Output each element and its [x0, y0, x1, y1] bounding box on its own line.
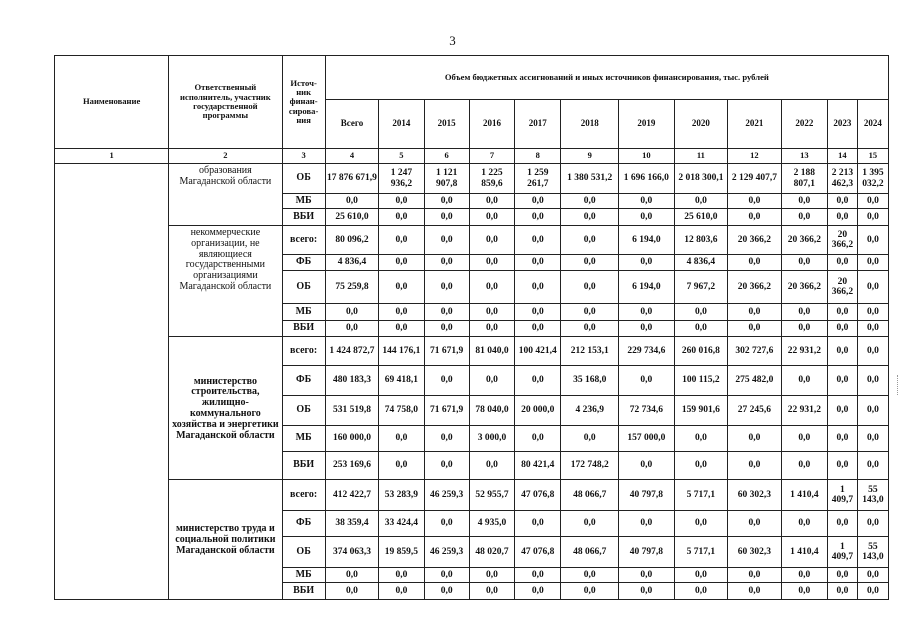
year-value-cell: 55 143,0 — [857, 537, 888, 568]
year-value-cell: 0,0 — [379, 304, 424, 321]
year-value-cell: 40 797,8 — [619, 537, 675, 568]
year-value-cell: 0,0 — [781, 583, 827, 600]
year-value-cell: 0,0 — [827, 583, 857, 600]
year-value-cell: 0,0 — [379, 226, 424, 255]
total-value-cell: 0,0 — [325, 304, 379, 321]
year-value-cell: 0,0 — [857, 209, 888, 226]
year-value-cell: 144 176,1 — [379, 337, 424, 366]
year-value-cell: 35 168,0 — [561, 366, 619, 396]
source-cell: ОБ — [282, 537, 325, 568]
year-value-cell: 1 225 859,6 — [469, 164, 514, 194]
year-value-cell: 0,0 — [515, 583, 561, 600]
year-value-cell: 0,0 — [515, 426, 561, 452]
header-year: 2021 — [728, 100, 782, 149]
year-value-cell: 0,0 — [674, 511, 728, 537]
year-value-cell: 0,0 — [469, 568, 514, 583]
source-cell: ФБ — [282, 255, 325, 271]
year-value-cell: 6 194,0 — [619, 271, 675, 304]
column-number: 10 — [619, 149, 675, 164]
year-value-cell: 80 421,4 — [515, 452, 561, 480]
total-value-cell: 0,0 — [325, 568, 379, 583]
year-value-cell: 0,0 — [469, 452, 514, 480]
year-value-cell: 0,0 — [469, 304, 514, 321]
year-value-cell: 0,0 — [515, 226, 561, 255]
year-value-cell: 4 935,0 — [469, 511, 514, 537]
year-value-cell: 46 259,3 — [424, 537, 469, 568]
year-value-cell: 0,0 — [515, 568, 561, 583]
year-value-cell: 0,0 — [424, 568, 469, 583]
year-value-cell: 0,0 — [781, 426, 827, 452]
year-value-cell: 1 410,4 — [781, 537, 827, 568]
year-value-cell: 19 859,5 — [379, 537, 424, 568]
total-value-cell: 531 519,8 — [325, 396, 379, 426]
total-value-cell: 480 183,3 — [325, 366, 379, 396]
year-value-cell: 47 076,8 — [515, 537, 561, 568]
year-value-cell: 48 066,7 — [561, 480, 619, 511]
year-value-cell: 0,0 — [674, 194, 728, 209]
year-value-cell: 53 283,9 — [379, 480, 424, 511]
year-value-cell: 0,0 — [857, 271, 888, 304]
year-value-cell: 20 366,2 — [781, 226, 827, 255]
year-value-cell: 0,0 — [728, 321, 782, 337]
year-value-cell: 0,0 — [515, 255, 561, 271]
year-value-cell: 0,0 — [728, 255, 782, 271]
table-row — [55, 226, 889, 255]
year-value-cell: 0,0 — [515, 304, 561, 321]
column-number: 13 — [781, 149, 827, 164]
column-number: 6 — [424, 149, 469, 164]
table-row — [55, 337, 889, 366]
year-value-cell: 260 016,8 — [674, 337, 728, 366]
year-value-cell: 0,0 — [619, 209, 675, 226]
year-value-cell: 0,0 — [728, 209, 782, 226]
year-value-cell: 0,0 — [424, 583, 469, 600]
year-value-cell: 0,0 — [827, 255, 857, 271]
year-value-cell: 40 797,8 — [619, 480, 675, 511]
year-value-cell: 0,0 — [674, 568, 728, 583]
year-value-cell: 0,0 — [469, 194, 514, 209]
total-value-cell: 374 063,3 — [325, 537, 379, 568]
year-value-cell: 159 901,6 — [674, 396, 728, 426]
total-value-cell: 0,0 — [325, 194, 379, 209]
year-value-cell: 0,0 — [827, 568, 857, 583]
year-value-cell: 0,0 — [728, 511, 782, 537]
year-value-cell: 0,0 — [674, 583, 728, 600]
year-value-cell: 0,0 — [619, 511, 675, 537]
year-value-cell: 0,0 — [469, 583, 514, 600]
year-value-cell: 0,0 — [781, 255, 827, 271]
year-value-cell: 0,0 — [619, 255, 675, 271]
year-value-cell: 0,0 — [515, 321, 561, 337]
year-value-cell: 33 424,4 — [379, 511, 424, 537]
name-cell — [55, 164, 169, 600]
year-value-cell: 0,0 — [827, 321, 857, 337]
year-value-cell: 4 236,9 — [561, 396, 619, 426]
responsible-cell: образования Магаданской области — [169, 164, 282, 226]
source-cell: ОБ — [282, 164, 325, 194]
year-value-cell: 0,0 — [619, 321, 675, 337]
column-number: 4 — [325, 149, 379, 164]
column-number: 12 — [728, 149, 782, 164]
year-value-cell: 172 748,2 — [561, 452, 619, 480]
year-value-cell: 0,0 — [379, 583, 424, 600]
scan-artifact — [897, 375, 900, 395]
year-value-cell: 3 000,0 — [469, 426, 514, 452]
year-value-cell: 20 366,2 — [827, 271, 857, 304]
year-value-cell: 0,0 — [781, 511, 827, 537]
total-value-cell: 253 169,6 — [325, 452, 379, 480]
column-number: 7 — [469, 149, 514, 164]
year-value-cell: 0,0 — [857, 366, 888, 396]
year-value-cell: 47 076,8 — [515, 480, 561, 511]
year-value-cell: 0,0 — [561, 255, 619, 271]
year-value-cell: 20 366,2 — [827, 226, 857, 255]
year-value-cell: 275 482,0 — [728, 366, 782, 396]
source-cell: МБ — [282, 304, 325, 321]
year-value-cell: 212 153,1 — [561, 337, 619, 366]
year-value-cell: 0,0 — [857, 396, 888, 426]
year-value-cell: 0,0 — [857, 583, 888, 600]
year-value-cell: 0,0 — [561, 426, 619, 452]
year-value-cell: 0,0 — [515, 209, 561, 226]
year-value-cell: 0,0 — [424, 255, 469, 271]
column-number: 8 — [515, 149, 561, 164]
year-value-cell: 100 421,4 — [515, 337, 561, 366]
header-year: 2017 — [515, 100, 561, 149]
year-value-cell: 0,0 — [827, 366, 857, 396]
year-value-cell: 0,0 — [379, 271, 424, 304]
year-value-cell: 0,0 — [424, 321, 469, 337]
header-year: 2014 — [379, 100, 424, 149]
year-value-cell: 1 410,4 — [781, 480, 827, 511]
year-value-cell: 0,0 — [827, 396, 857, 426]
header-financing-group: Объем бюджетных ассигнований и иных источников финансирования, тыс. рублей — [325, 56, 888, 100]
year-value-cell: 0,0 — [379, 209, 424, 226]
year-value-cell: 20 000,0 — [515, 396, 561, 426]
column-number: 15 — [857, 149, 888, 164]
year-value-cell: 157 000,0 — [619, 426, 675, 452]
year-value-cell: 0,0 — [469, 226, 514, 255]
year-value-cell: 0,0 — [781, 452, 827, 480]
year-value-cell: 52 955,7 — [469, 480, 514, 511]
year-value-cell: 0,0 — [561, 511, 619, 537]
year-value-cell: 0,0 — [561, 226, 619, 255]
year-value-cell: 81 040,0 — [469, 337, 514, 366]
year-value-cell: 0,0 — [827, 426, 857, 452]
source-cell: всего: — [282, 480, 325, 511]
header-year: 2023 — [827, 100, 857, 149]
year-value-cell: 0,0 — [674, 304, 728, 321]
year-value-cell: 0,0 — [469, 271, 514, 304]
year-value-cell: 0,0 — [424, 304, 469, 321]
year-value-cell: 48 020,7 — [469, 537, 514, 568]
year-value-cell: 6 194,0 — [619, 226, 675, 255]
year-value-cell: 0,0 — [857, 568, 888, 583]
source-cell: всего: — [282, 337, 325, 366]
year-value-cell: 48 066,7 — [561, 537, 619, 568]
total-value-cell: 0,0 — [325, 583, 379, 600]
total-value-cell: 0,0 — [325, 321, 379, 337]
year-value-cell: 71 671,9 — [424, 337, 469, 366]
year-value-cell: 0,0 — [469, 366, 514, 396]
year-value-cell: 0,0 — [424, 366, 469, 396]
total-value-cell: 25 610,0 — [325, 209, 379, 226]
year-value-cell: 0,0 — [469, 255, 514, 271]
year-value-cell: 2 129 407,7 — [728, 164, 782, 194]
year-value-cell: 0,0 — [424, 194, 469, 209]
total-value-cell: 1 424 872,7 — [325, 337, 379, 366]
year-value-cell: 0,0 — [561, 568, 619, 583]
year-value-cell: 0,0 — [561, 583, 619, 600]
year-value-cell: 0,0 — [469, 321, 514, 337]
year-value-cell: 0,0 — [424, 511, 469, 537]
column-number: 14 — [827, 149, 857, 164]
year-value-cell: 71 671,9 — [424, 396, 469, 426]
year-value-cell: 0,0 — [379, 568, 424, 583]
year-value-cell: 0,0 — [619, 568, 675, 583]
year-value-cell: 7 967,2 — [674, 271, 728, 304]
year-value-cell: 0,0 — [424, 226, 469, 255]
year-value-cell: 0,0 — [827, 337, 857, 366]
year-value-cell: 0,0 — [561, 321, 619, 337]
year-value-cell: 0,0 — [728, 568, 782, 583]
year-value-cell: 0,0 — [827, 452, 857, 480]
total-value-cell: 412 422,7 — [325, 480, 379, 511]
year-value-cell: 0,0 — [728, 194, 782, 209]
year-value-cell: 0,0 — [857, 226, 888, 255]
year-value-cell: 229 734,6 — [619, 337, 675, 366]
year-value-cell: 0,0 — [827, 209, 857, 226]
year-value-cell: 20 366,2 — [781, 271, 827, 304]
year-value-cell: 4 836,4 — [674, 255, 728, 271]
year-value-cell: 0,0 — [857, 321, 888, 337]
header-name: Наименование — [55, 56, 169, 149]
year-value-cell: 2 213 462,3 — [827, 164, 857, 194]
total-value-cell: 4 836,4 — [325, 255, 379, 271]
year-value-cell: 0,0 — [424, 209, 469, 226]
header-year: 2016 — [469, 100, 514, 149]
year-value-cell: 0,0 — [674, 426, 728, 452]
year-value-cell: 27 245,6 — [728, 396, 782, 426]
source-cell: ОБ — [282, 396, 325, 426]
header-year: 2015 — [424, 100, 469, 149]
column-number: 9 — [561, 149, 619, 164]
year-value-cell: 25 610,0 — [674, 209, 728, 226]
header-total: Всего — [325, 100, 379, 149]
year-value-cell: 1 259 261,7 — [515, 164, 561, 194]
source-cell: ВБИ — [282, 321, 325, 337]
year-value-cell: 0,0 — [781, 321, 827, 337]
table-row — [55, 480, 889, 511]
year-value-cell: 100 115,2 — [674, 366, 728, 396]
year-value-cell: 0,0 — [424, 452, 469, 480]
year-value-cell: 0,0 — [619, 304, 675, 321]
year-value-cell: 0,0 — [379, 255, 424, 271]
source-cell: МБ — [282, 426, 325, 452]
budget-table — [54, 55, 889, 600]
year-value-cell: 0,0 — [781, 568, 827, 583]
year-value-cell: 0,0 — [781, 366, 827, 396]
year-value-cell: 0,0 — [561, 271, 619, 304]
year-value-cell: 0,0 — [674, 452, 728, 480]
year-value-cell: 0,0 — [857, 511, 888, 537]
year-value-cell: 0,0 — [857, 452, 888, 480]
year-value-cell: 0,0 — [469, 209, 514, 226]
year-value-cell: 20 366,2 — [728, 226, 782, 255]
year-value-cell: 0,0 — [857, 304, 888, 321]
column-number: 3 — [282, 149, 325, 164]
year-value-cell: 78 040,0 — [469, 396, 514, 426]
year-value-cell: 0,0 — [619, 366, 675, 396]
year-value-cell: 0,0 — [827, 194, 857, 209]
year-value-cell: 0,0 — [561, 194, 619, 209]
header-responsible: Ответственный исполнитель, участник государственной программы — [169, 56, 282, 149]
year-value-cell: 1 395 032,2 — [857, 164, 888, 194]
year-value-cell: 0,0 — [857, 255, 888, 271]
total-value-cell: 80 096,2 — [325, 226, 379, 255]
year-value-cell: 0,0 — [827, 511, 857, 537]
year-value-cell: 69 418,1 — [379, 366, 424, 396]
column-number: 5 — [379, 149, 424, 164]
total-value-cell: 160 000,0 — [325, 426, 379, 452]
table-row — [55, 164, 889, 194]
year-value-cell: 0,0 — [728, 452, 782, 480]
column-number: 11 — [674, 149, 728, 164]
year-value-cell: 0,0 — [827, 304, 857, 321]
year-value-cell: 0,0 — [619, 583, 675, 600]
year-value-cell: 1 409,7 — [827, 480, 857, 511]
source-cell: ОБ — [282, 271, 325, 304]
year-value-cell: 0,0 — [515, 366, 561, 396]
header-source: Источ-ник финан-сирова-ния — [282, 56, 325, 149]
year-value-cell: 0,0 — [515, 511, 561, 537]
year-value-cell: 0,0 — [728, 583, 782, 600]
year-value-cell: 20 366,2 — [728, 271, 782, 304]
total-value-cell: 38 359,4 — [325, 511, 379, 537]
year-value-cell: 1 247 936,2 — [379, 164, 424, 194]
source-cell: ФБ — [282, 366, 325, 396]
year-value-cell: 0,0 — [728, 304, 782, 321]
year-value-cell: 0,0 — [515, 194, 561, 209]
year-value-cell: 0,0 — [561, 209, 619, 226]
source-cell: ВБИ — [282, 583, 325, 600]
year-value-cell: 0,0 — [781, 194, 827, 209]
year-value-cell: 0,0 — [728, 426, 782, 452]
responsible-cell: министерство труда и социальной политики Магаданской области — [169, 480, 282, 600]
source-cell: ВБИ — [282, 209, 325, 226]
year-value-cell: 60 302,3 — [728, 537, 782, 568]
column-number: 2 — [169, 149, 282, 164]
total-value-cell: 75 259,8 — [325, 271, 379, 304]
year-value-cell: 1 121 907,8 — [424, 164, 469, 194]
year-value-cell: 0,0 — [781, 304, 827, 321]
year-value-cell: 0,0 — [515, 271, 561, 304]
year-value-cell: 1 409,7 — [827, 537, 857, 568]
year-value-cell: 60 302,3 — [728, 480, 782, 511]
page-number: 3 — [449, 33, 456, 48]
year-value-cell: 0,0 — [379, 321, 424, 337]
responsible-cell: некоммерческие организации, не являющиеся государственными организациями Магаданской области — [169, 226, 282, 337]
year-value-cell: 0,0 — [379, 426, 424, 452]
year-value-cell: 0,0 — [674, 321, 728, 337]
year-value-cell: 1 696 166,0 — [619, 164, 675, 194]
year-value-cell: 1 380 531,2 — [561, 164, 619, 194]
year-value-cell: 0,0 — [424, 271, 469, 304]
column-number: 1 — [55, 149, 169, 164]
year-value-cell: 0,0 — [781, 209, 827, 226]
source-cell: МБ — [282, 194, 325, 209]
year-value-cell: 5 717,1 — [674, 480, 728, 511]
year-value-cell: 0,0 — [857, 337, 888, 366]
year-value-cell: 46 259,3 — [424, 480, 469, 511]
year-value-cell: 2 188 807,1 — [781, 164, 827, 194]
year-value-cell: 0,0 — [619, 452, 675, 480]
year-value-cell: 55 143,0 — [857, 480, 888, 511]
year-value-cell: 0,0 — [424, 426, 469, 452]
responsible-cell: министерство строительства, жилищно-коммунального хозяйства и энергетики Магаданской области — [169, 337, 282, 480]
header-year: 2019 — [619, 100, 675, 149]
year-value-cell: 22 931,2 — [781, 396, 827, 426]
year-value-cell: 22 931,2 — [781, 337, 827, 366]
source-cell: ВБИ — [282, 452, 325, 480]
year-value-cell: 5 717,1 — [674, 537, 728, 568]
year-value-cell: 72 734,6 — [619, 396, 675, 426]
source-cell: всего: — [282, 226, 325, 255]
header-year: 2018 — [561, 100, 619, 149]
year-value-cell: 0,0 — [619, 194, 675, 209]
header-year: 2020 — [674, 100, 728, 149]
header-year: 2024 — [857, 100, 888, 149]
source-cell: МБ — [282, 568, 325, 583]
year-value-cell: 0,0 — [379, 452, 424, 480]
year-value-cell: 74 758,0 — [379, 396, 424, 426]
year-value-cell: 2 018 300,1 — [674, 164, 728, 194]
year-value-cell: 0,0 — [561, 304, 619, 321]
header-year: 2022 — [781, 100, 827, 149]
year-value-cell: 302 727,6 — [728, 337, 782, 366]
total-value-cell: 17 876 671,9 — [325, 164, 379, 194]
year-value-cell: 0,0 — [857, 194, 888, 209]
year-value-cell: 12 803,6 — [674, 226, 728, 255]
year-value-cell: 0,0 — [379, 194, 424, 209]
source-cell: ФБ — [282, 511, 325, 537]
year-value-cell: 0,0 — [857, 426, 888, 452]
